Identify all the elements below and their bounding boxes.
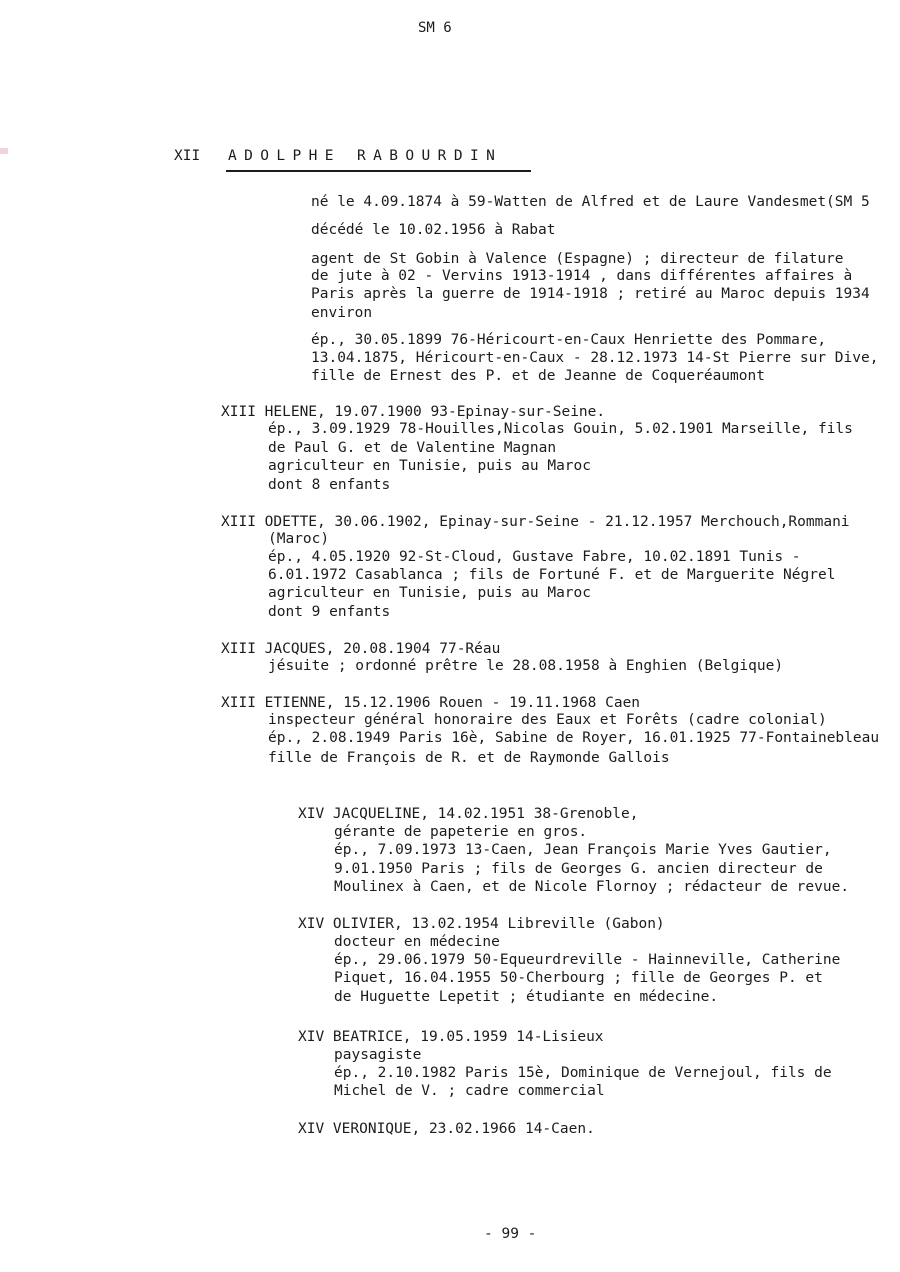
text-line: de Huguette Lepetit ; étudiante en médecine.: [334, 989, 719, 1005]
text-line: Michel de V. ; cadre commercial: [334, 1083, 605, 1099]
title-generation: XII: [174, 148, 201, 164]
text-line: 6.01.1972 Casablanca ; fils de Fortuné F. et de Marguerite Négrel: [268, 567, 836, 583]
text-line: XIII ODETTE, 30.06.1902, Epinay-sur-Seine - 21.12.1957 Merchouch,Rommani: [221, 514, 850, 530]
text-line: inspecteur général honoraire des Eaux et Forêts (cadre colonial): [268, 712, 827, 728]
page-number: - 99 -: [484, 1226, 537, 1242]
text-line: ép., 2.10.1982 Paris 15è, Dominique de Vernejoul, fils de: [334, 1065, 832, 1081]
text-line: gérante de papeterie en gros.: [334, 824, 588, 840]
text-line: Piquet, 16.04.1955 50-Cherbourg ; fille de Georges P. et: [334, 970, 823, 986]
text-line: Moulinex à Caen, et de Nicole Flornoy ; rédacteur de revue.: [334, 879, 850, 895]
title-name: ADOLPHE RABOURDIN: [228, 148, 503, 164]
text-line: agent de St Gobin à Valence (Espagne) ; directeur de filature: [311, 251, 844, 267]
title-underline: [226, 170, 531, 172]
text-line: 9.01.1950 Paris ; fils de Georges G. ancien directeur de: [334, 861, 823, 877]
text-line: fille de François de R. et de Raymonde Gallois: [268, 750, 670, 766]
text-line: XIV VERONIQUE, 23.02.1966 14-Caen.: [298, 1121, 595, 1137]
text-line: (Maroc): [268, 531, 330, 547]
text-line: XIV JACQUELINE, 14.02.1951 38-Grenoble,: [298, 806, 639, 822]
text-line: ép., 7.09.1973 13-Caen, Jean François Marie Yves Gautier,: [334, 842, 832, 858]
text-line: né le 4.09.1874 à 59-Watten de Alfred et de Laure Vandesmet(SM 5: [311, 194, 870, 210]
text-line: 13.04.1875, Héricourt-en-Caux - 28.12.1973 14-St Pierre sur Dive,: [311, 350, 879, 366]
text-line: agriculteur en Tunisie, puis au Maroc: [268, 458, 592, 474]
text-line: Paris après la guerre de 1914-1918 ; retiré au Maroc depuis 1934: [311, 286, 870, 302]
text-line: paysagiste: [334, 1047, 422, 1063]
text-line: fille de Ernest des P. et de Jeanne de Coqueréaumont: [311, 368, 765, 384]
text-line: ép., 2.08.1949 Paris 16è, Sabine de Royer, 16.01.1925 77-Fontainebleau: [268, 730, 880, 746]
text-line: agriculteur en Tunisie, puis au Maroc: [268, 585, 592, 601]
text-line: XIV BEATRICE, 19.05.1959 14-Lisieux: [298, 1029, 604, 1045]
text-line: ép., 29.06.1979 50-Equeurdreville - Hainneville, Catherine: [334, 952, 841, 968]
text-line: de jute à 02 - Vervins 1913-1914 , dans différentes affaires à: [311, 268, 853, 284]
text-line: XIII HELENE, 19.07.1900 93-Epinay-sur-Seine.: [221, 404, 606, 420]
text-line: de Paul G. et de Valentine Magnan: [268, 440, 557, 456]
text-line: décédé le 10.02.1956 à Rabat: [311, 222, 556, 238]
text-line: docteur en médecine: [334, 934, 500, 950]
text-line: ép., 3.09.1929 78-Houilles,Nicolas Gouin, 5.02.1901 Marseille, fils: [268, 421, 853, 437]
text-line: XIV OLIVIER, 13.02.1954 Libreville (Gabon): [298, 916, 665, 932]
text-line: XIII JACQUES, 20.08.1904 77-Réau: [221, 641, 501, 657]
margin-mark: [0, 148, 8, 154]
page-header: SM 6: [418, 20, 452, 36]
text-line: dont 9 enfants: [268, 604, 391, 620]
text-line: XIII ETIENNE, 15.12.1906 Rouen - 19.11.1968 Caen: [221, 695, 641, 711]
text-line: dont 8 enfants: [268, 477, 391, 493]
text-line: ép., 4.05.1920 92-St-Cloud, Gustave Fabre, 10.02.1891 Tunis -: [268, 549, 801, 565]
text-line: environ: [311, 305, 373, 321]
text-line: jésuite ; ordonné prêtre le 28.08.1958 à Enghien (Belgique): [268, 658, 784, 674]
text-line: ép., 30.05.1899 76-Héricourt-en-Caux Henriette des Pommare,: [311, 332, 827, 348]
